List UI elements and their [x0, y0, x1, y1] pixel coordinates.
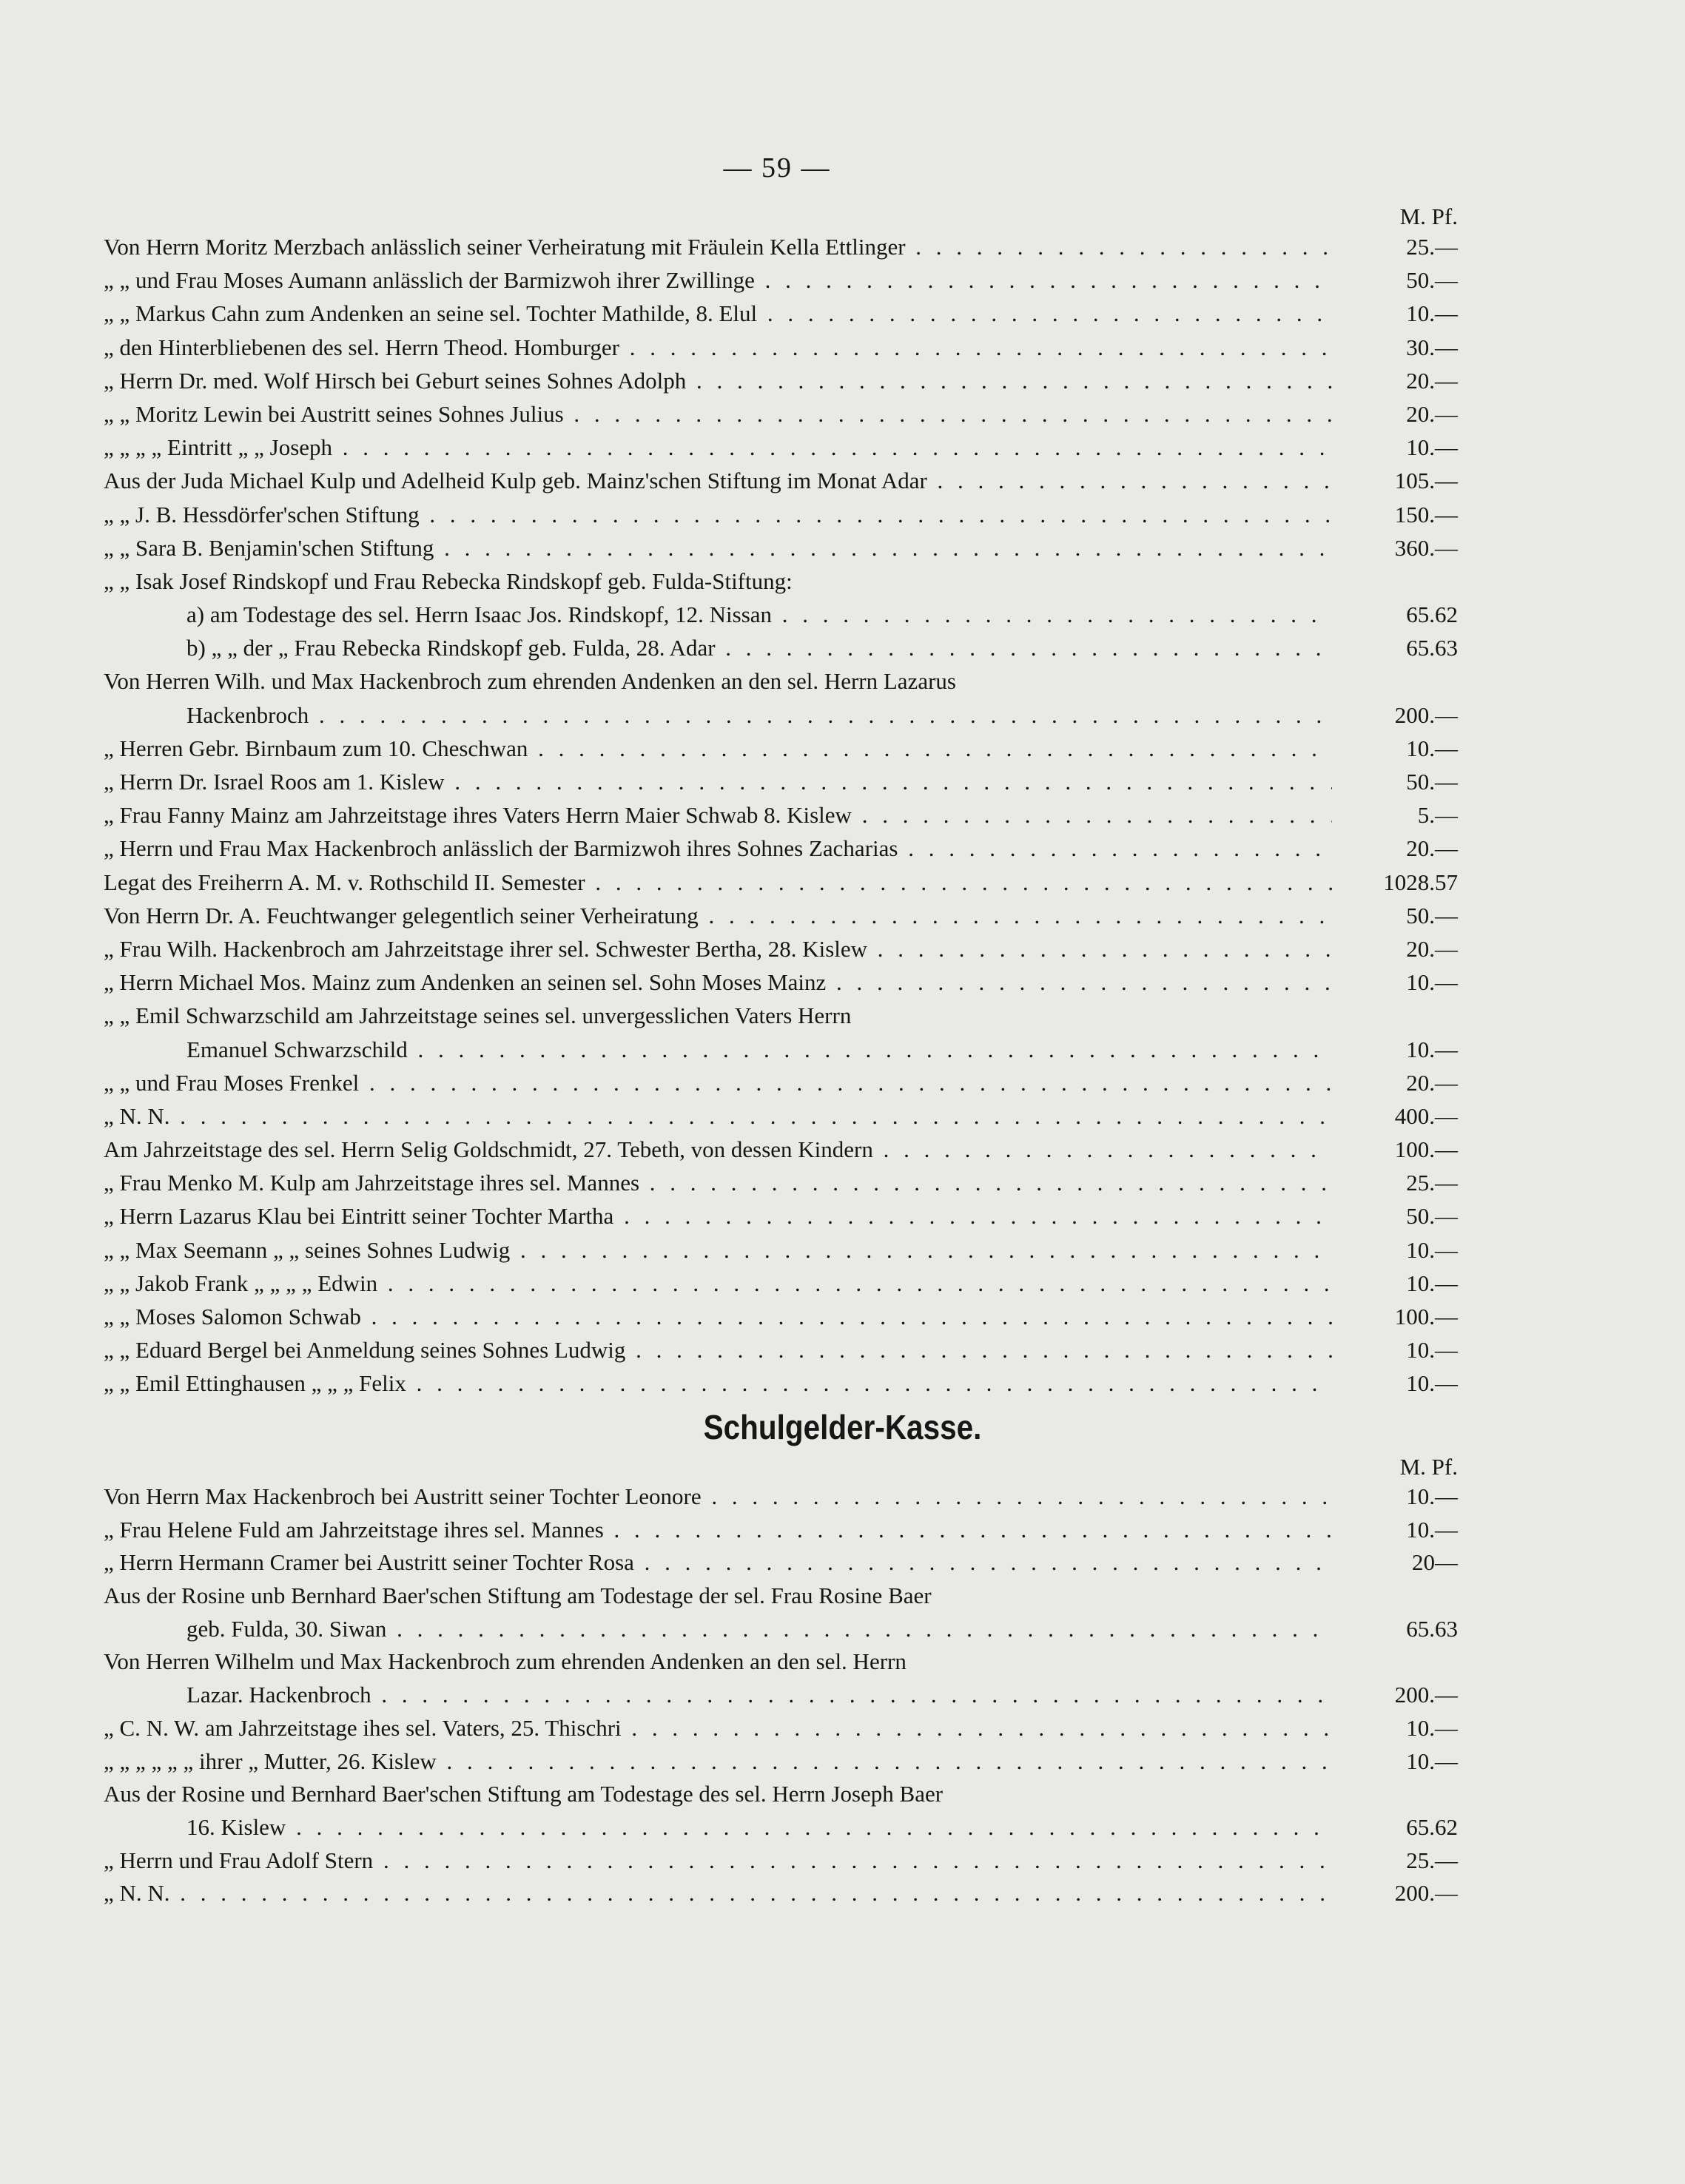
entry-text: „ N. N. . . . — [104, 1099, 1332, 1133]
entry-text: „ Herrn Michael Mos. Mainz zum Andenken an seinen sel. Sohn Moses Mainz . . . — [104, 965, 1332, 999]
entry-text: „ „ Markus Cahn zum Andenken an seine sel. Tochter Mathilde, 8. Elul . . . — [104, 297, 1332, 330]
donation-entries — [104, 230, 1458, 1401]
entry-amount: 65.62 — [1406, 1813, 1458, 1840]
entry-text: „ „ „ „ Eintritt „ „ Joseph . . . — [104, 431, 1332, 464]
entry-amount: 105.— — [1394, 468, 1458, 494]
entry-amount: 10.— — [1406, 1714, 1458, 1741]
entry-amount: 10.— — [1406, 300, 1458, 327]
entry-row — [104, 598, 1458, 631]
entry-text: „ Herrn Lazarus Klau bei Eintritt seiner Tochter Martha . . . — [104, 1199, 1332, 1233]
entry-row — [104, 1099, 1458, 1133]
entry-row — [104, 464, 1458, 497]
entry-text: „ „ Isak Josef Rindskopf und Frau Rebecka Rindskopf geb. Fulda-Stiftung: — [104, 567, 793, 594]
entry-row — [104, 1166, 1458, 1199]
entry-text: Aus der Rosine und Bernhard Baer'schen Stiftung am Todestage des sel. Herrn Joseph Baer — [104, 1781, 944, 1807]
entry-row — [104, 263, 1458, 297]
entry-text: „ Herrn und Frau Adolf Stern . . . — [104, 1844, 1332, 1878]
entry-row — [104, 1745, 1458, 1779]
entry-row — [104, 1679, 1458, 1712]
entry-text: „ Frau Menko M. Kulp am Jahrzeitstage ihres sel. Mannes . . . — [104, 1166, 1332, 1199]
entry-amount: 150.— — [1394, 501, 1458, 528]
entry-amount: 50.— — [1406, 1203, 1458, 1230]
entry-text: Von Herren Wilhelm und Max Hackenbroch zum ehrenden Andenken an den sel. Herrn — [104, 1648, 907, 1675]
schulgelder-entries — [104, 1480, 1458, 1910]
entry-amount: 20.— — [1406, 935, 1458, 962]
entry-text: b) „ „ der „ Frau Rebecka Rindskopf geb. Fulda, 28. Adar . . . — [186, 631, 1332, 664]
entry-amount: 20— — [1412, 1549, 1458, 1576]
entry-text: „ Frau Wilh. Hackenbroch am Jahrzeitstage ihrer sel. Schwester Bertha, 28. Kislew . . . — [104, 932, 1332, 965]
entry-amount: 50.— — [1406, 902, 1458, 928]
entry-row — [104, 1033, 1458, 1066]
currency-header-2: M. Pf. — [1399, 1454, 1458, 1480]
entry-row — [104, 1366, 1458, 1400]
entry-text: a) am Todestage des sel. Herrn Isaac Jos. Rindskopf, 12. Nissan . . . — [186, 598, 1332, 631]
entry-row — [104, 1844, 1458, 1878]
entry-amount: 200.— — [1394, 1682, 1458, 1708]
section-title-schulgelder-kasse: Schulgelder-Kasse. — [703, 1408, 982, 1446]
entry-text: „ Herrn Dr. Israel Roos am 1. Kislew . . . — [104, 765, 1332, 798]
entry-amount: 25.— — [1406, 234, 1458, 260]
entry-text: „ den Hinterbliebenen des sel. Herrn Theod. Homburger . . . — [104, 331, 1332, 364]
entry-amount: 100.— — [1394, 1136, 1458, 1163]
entry-amount: 65.63 — [1406, 635, 1458, 661]
entry-amount: 10.— — [1406, 1270, 1458, 1296]
entry-row — [104, 1066, 1458, 1099]
entry-text: Von Herren Wilh. und Max Hackenbroch zum ehrenden Andenken an den sel. Herrn Lazarus — [104, 668, 956, 695]
entry-row — [104, 397, 1458, 431]
entry-amount: 25.— — [1406, 1847, 1458, 1873]
entry-row — [104, 899, 1458, 932]
entry-amount: 65.62 — [1406, 601, 1458, 628]
entry-row — [104, 1199, 1458, 1233]
entry-row — [104, 1613, 1458, 1646]
currency-header-row — [104, 203, 1458, 230]
entry-text: „ „ „ „ „ „ ihrer „ Mutter, 26. Kislew . . . — [104, 1745, 1332, 1779]
entry-amount: 5.— — [1417, 802, 1458, 829]
entry-row — [104, 230, 1458, 263]
entry-text: Lazar. Hackenbroch . . . — [186, 1679, 1332, 1712]
entry-text: Von Herrn Max Hackenbroch bei Austritt seiner Tochter Leonore . . . — [104, 1480, 1332, 1514]
entry-row — [104, 1811, 1458, 1844]
entry-row — [104, 965, 1458, 999]
entry-text: „ N. N. . . . — [104, 1877, 1332, 1910]
page-number: — 59 — — [723, 152, 831, 183]
entry-row — [104, 765, 1458, 798]
entry-row — [104, 1580, 1458, 1613]
entry-amount: 10.— — [1406, 1483, 1458, 1509]
entry-amount: 1028.57 — [1383, 869, 1458, 895]
entry-row — [104, 1712, 1458, 1745]
entry-text: Hackenbroch . . . — [186, 698, 1332, 732]
entry-row — [104, 866, 1458, 899]
entry-text: „ C. N. W. am Jahrzeitstage ihes sel. Vaters, 25. Thischri . . . — [104, 1712, 1332, 1745]
entry-text: „ „ Emil Schwarzschild am Jahrzeitstage seines sel. unvergesslichen Vaters Herrn — [104, 1002, 852, 1029]
entry-row — [104, 932, 1458, 965]
donations-list — [104, 203, 1458, 1401]
entry-row — [104, 1300, 1458, 1333]
entry-row — [104, 564, 1458, 598]
entry-text: „ „ und Frau Moses Aumann anlässlich der Barmizwoh ihrer Zwillinge . . . — [104, 263, 1332, 297]
entry-amount: 400.— — [1394, 1102, 1458, 1129]
entry-row — [104, 1877, 1458, 1910]
entry-row — [104, 331, 1458, 364]
entry-row — [104, 498, 1458, 531]
entry-amount: 20.— — [1406, 1069, 1458, 1096]
entry-text: Von Herrn Dr. A. Feuchtwanger gelegentlich seiner Verheiratung . . . — [104, 899, 1332, 932]
entry-amount: 20.— — [1406, 835, 1458, 862]
entry-amount: 10.— — [1406, 735, 1458, 761]
entry-text: „ „ J. B. Hessdörfer'schen Stiftung . . . — [104, 498, 1332, 531]
entry-text: 16. Kislew . . . — [186, 1811, 1332, 1844]
entry-row — [104, 431, 1458, 464]
entry-text: „ „ Moritz Lewin bei Austritt seines Sohnes Julius . . . — [104, 397, 1332, 431]
entry-text: „ „ Eduard Bergel bei Anmeldung seines Sohnes Ludwig . . . — [104, 1333, 1332, 1366]
entry-amount: 65.63 — [1406, 1615, 1458, 1642]
entry-row — [104, 1546, 1458, 1580]
entry-row — [104, 832, 1458, 865]
currency-header-row-2 — [104, 1454, 1458, 1480]
entry-text: Legat des Freiherrn A. M. v. Rothschild II. Semester . . . — [104, 866, 1332, 899]
entry-amount: 10.— — [1406, 1337, 1458, 1364]
entry-amount: 10.— — [1406, 434, 1458, 461]
entry-row — [104, 1480, 1458, 1514]
entry-amount: 100.— — [1394, 1304, 1458, 1329]
entry-row — [104, 531, 1458, 564]
entry-row — [104, 999, 1458, 1032]
entry-row — [104, 1133, 1458, 1166]
entry-text: „ „ Max Seemann „ „ seines Sohnes Ludwig . . . — [104, 1233, 1332, 1267]
entry-row — [104, 1645, 1458, 1679]
entry-row — [104, 1778, 1458, 1811]
entry-amount: 25.— — [1406, 1170, 1458, 1196]
entry-amount: 10.— — [1406, 1036, 1458, 1062]
entry-row — [104, 1233, 1458, 1267]
entry-amount: 20.— — [1406, 367, 1458, 394]
entry-text: „ „ Moses Salomon Schwab . . . — [104, 1300, 1332, 1333]
entry-amount: 200.— — [1394, 1880, 1458, 1907]
entry-row — [104, 664, 1458, 698]
entry-amount: 20.— — [1406, 400, 1458, 427]
entry-text: Aus der Juda Michael Kulp und Adelheid Kulp geb. Mainz'schen Stiftung im Monat Adar . . . — [104, 464, 1332, 497]
entry-amount: 10.— — [1406, 1236, 1458, 1263]
entry-row — [104, 631, 1458, 664]
entry-amount: 10.— — [1406, 1370, 1458, 1397]
entry-text: „ „ Emil Ettinghausen „ „ „ Felix . . . — [104, 1366, 1332, 1400]
schulgelder-list — [104, 1454, 1458, 1910]
entry-text: „ Herrn und Frau Max Hackenbroch anlässlich der Barmizwoh ihres Sohnes Zacharias . . . — [104, 832, 1332, 865]
entry-text: Am Jahrzeitstage des sel. Herrn Selig Goldschmidt, 27. Tebeth, von dessen Kindern . . . — [104, 1133, 1332, 1166]
entry-amount: 360.— — [1394, 534, 1458, 561]
entry-row — [104, 1514, 1458, 1547]
entry-row — [104, 798, 1458, 832]
entry-amount: 200.— — [1394, 701, 1458, 728]
entry-text: „ Herrn Dr. med. Wolf Hirsch bei Geburt seines Sohnes Adolph . . . — [104, 364, 1332, 397]
entry-text: „ Herren Gebr. Birnbaum zum 10. Cheschwan . . . — [104, 732, 1332, 765]
entry-text: Aus der Rosine unb Bernhard Baer'schen Stiftung am Todestage der sel. Frau Rosine Baer — [104, 1583, 932, 1609]
entry-text: „ „ Jakob Frank „ „ „ „ Edwin . . . — [104, 1267, 1332, 1300]
entry-row — [104, 297, 1458, 330]
entry-text: „ Frau Helene Fuld am Jahrzeitstage ihres sel. Mannes . . . — [104, 1514, 1332, 1547]
entry-amount: 10.— — [1406, 969, 1458, 996]
entry-text: geb. Fulda, 30. Siwan . . . — [186, 1613, 1332, 1646]
entry-row — [104, 1333, 1458, 1366]
entry-amount: 50.— — [1406, 267, 1458, 294]
entry-amount: 30.— — [1406, 334, 1458, 360]
entry-row — [104, 732, 1458, 765]
entry-text: „ Herrn Hermann Cramer bei Austritt seiner Tochter Rosa . . . — [104, 1546, 1332, 1580]
entry-text: Von Herrn Moritz Merzbach anlässlich seiner Verheiratung mit Fräulein Kella Ettlinger . . . — [104, 230, 1332, 263]
entry-text: „ „ Sara B. Benjamin'schen Stiftung . . . — [104, 531, 1332, 564]
entry-amount: 50.— — [1406, 769, 1458, 795]
entry-amount: 10.— — [1406, 1747, 1458, 1774]
entry-text: „ Frau Fanny Mainz am Jahrzeitstage ihres Vaters Herrn Maier Schwab 8. Kislew . . . — [104, 798, 1332, 832]
entry-row — [104, 698, 1458, 732]
entry-text: „ „ und Frau Moses Frenkel . . . — [104, 1066, 1332, 1099]
entry-amount: 10.— — [1406, 1516, 1458, 1543]
currency-header: M. Pf. — [1399, 203, 1458, 229]
entry-row — [104, 364, 1458, 397]
entry-row — [104, 1267, 1458, 1300]
entry-text: Emanuel Schwarzschild . . . — [186, 1033, 1332, 1066]
